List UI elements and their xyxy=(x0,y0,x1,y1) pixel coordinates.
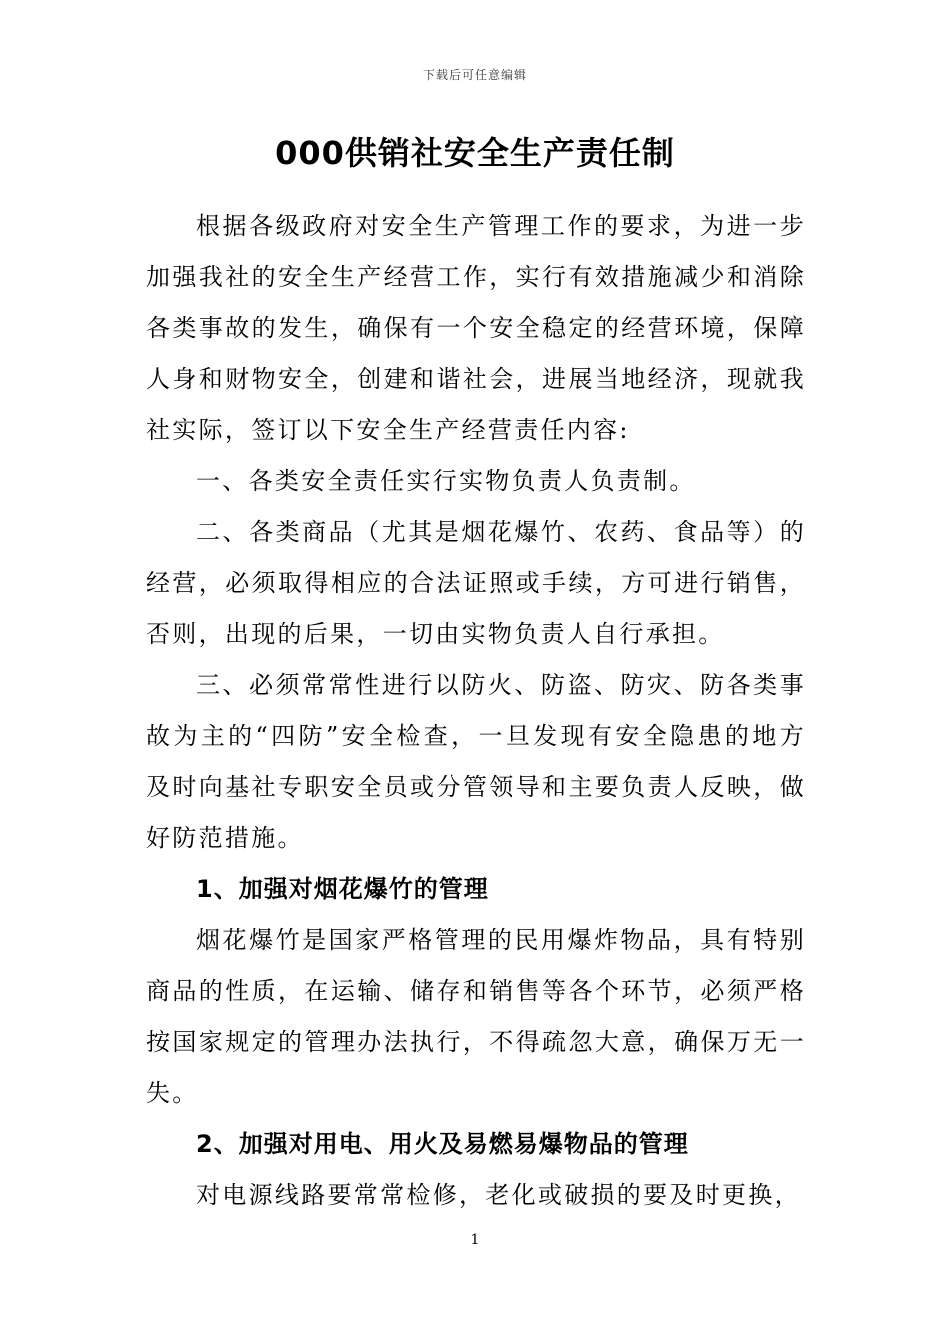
paragraph-electricity: 对电源线路要常常检修，老化或破损的要及时更换， xyxy=(196,1181,801,1209)
page-header-note: 下载后可任意编辑 xyxy=(422,68,527,82)
paragraph-item-2: 二、各类商品（尤其是烟花爆竹、农药、食品等）的经营，必须取得相应的合法证照或手续，方可进行销售，否则，出现的后果，一切由实物负责人自行承担。 xyxy=(146,518,806,648)
section-heading-electricity-fire: 2、加强对用电、用火及易燃易爆物品的管理 xyxy=(196,1130,689,1158)
paragraph-fireworks: 烟花爆竹是国家严格管理的民用爆炸物品，具有特别商品的性质，在运输、储存和销售等各个环节，必须严格按国家规定的管理办法执行，不得疏忽大意，确保万无一失。 xyxy=(146,926,806,1107)
document-title: 000供销社安全生产责任制 xyxy=(275,134,675,172)
page-number: 1 xyxy=(470,1232,480,1248)
paragraph-intro: 根据各级政府对安全生产管理工作的要求，为进一步加强我社的安全生产经营工作，实行有效措施减少和消除各类事故的发生，确保有一个安全稳定的经营环境，保障人身和财物安全，创建和谐社会，进展当地经济，现就我社实际，签订以下安全生产经营责任内容: xyxy=(146,212,806,444)
document-body xyxy=(146,201,806,1221)
section-heading-fireworks: 1、加强对烟花爆竹的管理 xyxy=(196,875,489,903)
paragraph-item-3: 三、必须常常性进行以防火、防盗、防灾、防各类事故为主的“四防”安全检查，一旦发现有安全隐患的地方及时向基社专职安全员或分管领导和主要负责人反映，做好防范措施。 xyxy=(146,671,806,852)
paragraph-item-1: 一、各类安全责任实行实物负责人负责制。 xyxy=(196,467,696,495)
